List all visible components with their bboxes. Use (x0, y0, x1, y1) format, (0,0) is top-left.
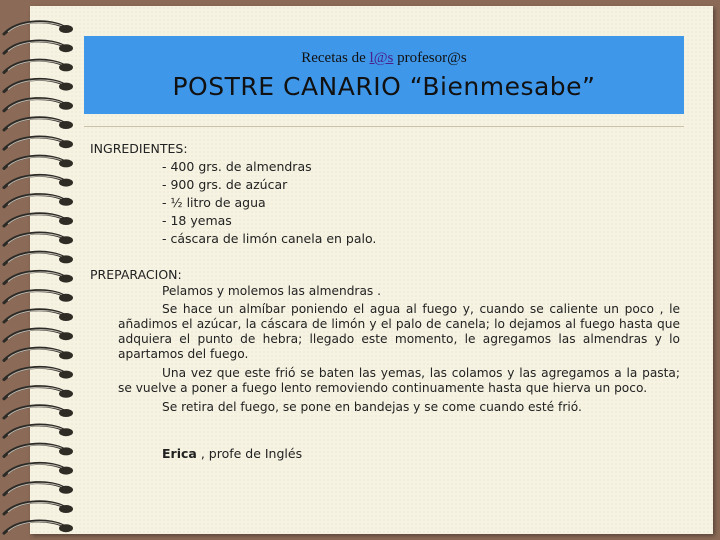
spiral-ring-icon (4, 521, 73, 533)
spiral-ring-icon (4, 79, 73, 91)
ingredient-item: - cáscara de limón canela en palo. (162, 231, 377, 246)
spiral-ring-icon (4, 444, 73, 456)
preparation-paragraph: Una vez que este frió se baten las yemas, las colamos y las agregamos a la pasta; se vuelve a poner a fuego lento removiendo continuamente hasta que hierva un poco. (118, 366, 680, 395)
spiral-ring-icon (4, 348, 73, 360)
spiral-ring-icon (4, 60, 73, 72)
subtitle-prefix: Recetas de (301, 50, 370, 66)
spiral-ring-icon (4, 271, 73, 283)
signature-name: Erica (162, 446, 197, 461)
spiral-ring-icon (4, 233, 73, 245)
spiral-ring-icon (4, 406, 73, 418)
spiral-ring-icon (4, 425, 73, 437)
ingredient-item: - 400 grs. de almendras (162, 159, 312, 174)
spiral-ring-icon (4, 118, 73, 130)
spiral-ring-icon (4, 99, 73, 111)
preparation-paragraph: Se retira del fuego, se pone en bandejas y se come cuando esté frió. (162, 400, 582, 414)
spiral-ring-icon (4, 367, 73, 379)
ingredient-item: - 900 grs. de azúcar (162, 177, 288, 192)
spiral-ring-icon (4, 387, 73, 399)
preparation-steps (90, 284, 680, 415)
page-title: POSTRE CANARIO “Bienmesabe” (172, 72, 596, 101)
header-subtitle (84, 50, 684, 67)
spiral-ring-icon (4, 252, 73, 264)
spiral-ring-icon (4, 22, 73, 34)
signature (90, 445, 680, 463)
header-banner (84, 36, 684, 114)
ingredient-item: - 18 yemas (162, 213, 232, 228)
spiral-ring-icon (4, 175, 73, 187)
signature-role: , profe de Inglés (196, 446, 303, 461)
subtitle-suffix: profesor@s (393, 50, 467, 66)
spiral-ring-icon (4, 156, 73, 168)
spiral-ring-icon (4, 502, 73, 514)
spiral-ring-icon (4, 310, 73, 322)
spiral-ring-icon (4, 41, 73, 53)
spiral-ring-icon (4, 463, 73, 475)
spiral-ring-icon (4, 291, 73, 303)
spiral-ring-icon (4, 214, 73, 226)
subtitle-link[interactable]: l@s (369, 50, 394, 66)
divider (84, 126, 684, 127)
spiral-ring-icon (4, 137, 73, 149)
spiral-binding (0, 0, 80, 540)
ingredient-item: - ½ litro de agua (162, 195, 266, 210)
spiral-ring-icon (4, 329, 73, 341)
preparation-paragraph: Se hace un almíbar poniendo el agua al fuego y, cuando se caliente un poco , le añadimos el azúcar, la cáscara de limón y el palo de canela; lo dejamos al fuego hasta que adquiera el punto de hebra; llegado este momento, le agregamos las almendras y lo apartamos del fuego. (118, 302, 680, 361)
recipe-content (90, 140, 680, 463)
preparation-paragraph: Pelamos y molemos las almendras . (162, 284, 382, 298)
ingredients-heading: INGREDIENTES: (90, 141, 188, 156)
spiral-ring-icon (4, 483, 73, 495)
preparation-heading: PREPARACION: (90, 267, 182, 282)
ingredients-list (90, 158, 680, 248)
spiral-ring-icon (4, 195, 73, 207)
